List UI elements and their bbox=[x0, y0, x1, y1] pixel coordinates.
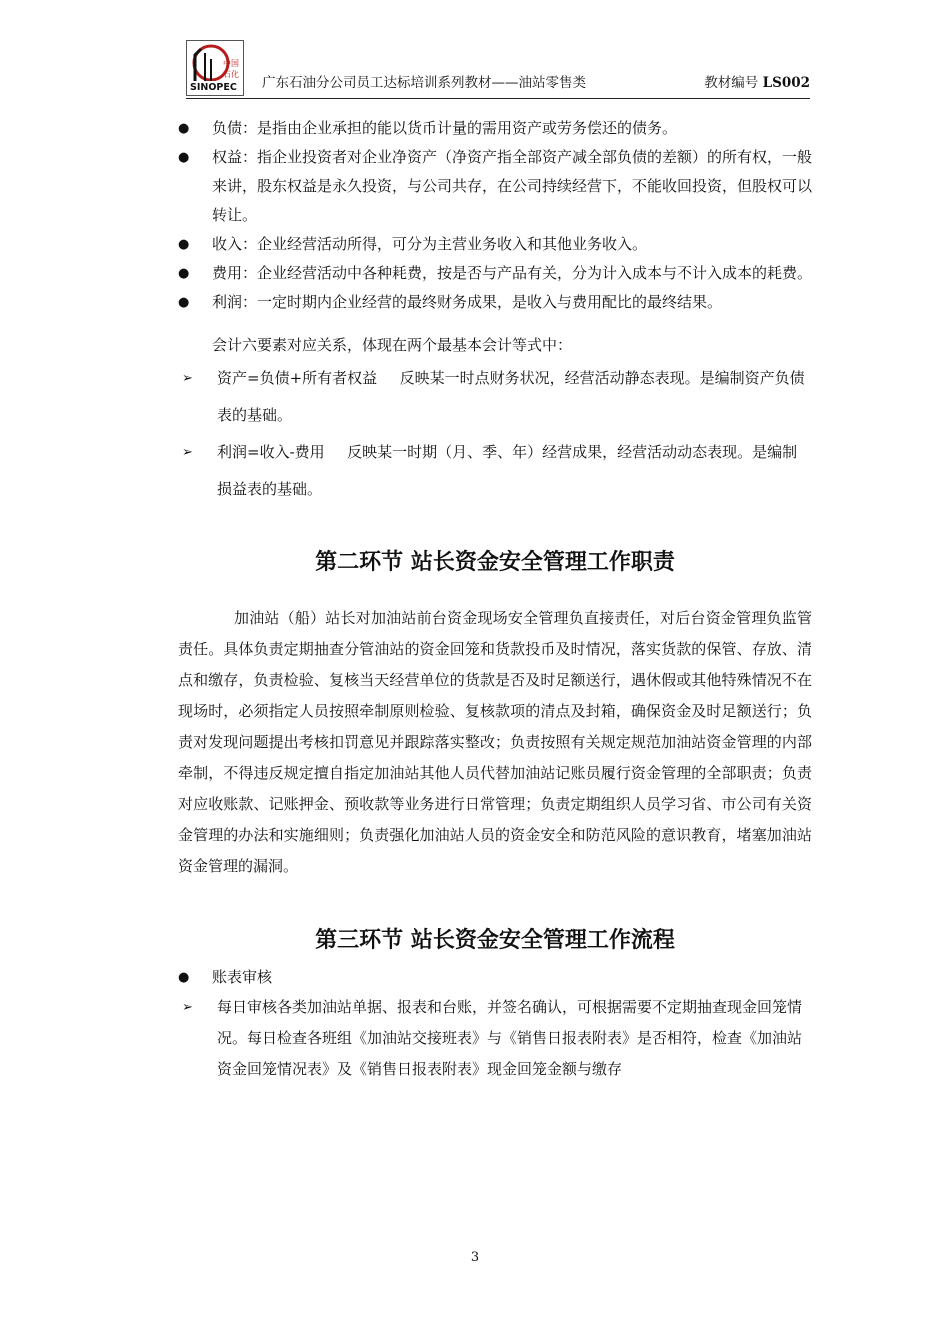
header-title: 广东石油分公司员工达标培训系列教材——油站零售类 bbox=[262, 75, 586, 91]
logo-chinese-text: 中国石化 bbox=[223, 59, 239, 79]
material-code-label: 教材编号 bbox=[704, 75, 759, 91]
procedure-text: 每日审核各类加油站单据、报表和台账，并签名确认，可根据需要不定期抽查现金回笼情况。每日检查各班组《加油站交接班表》与《销售日报表附表》是否相符，检查《加油站资金回笼情况表》及《销售日报表附表》现金回笼金额与缴存 bbox=[217, 998, 803, 1078]
bullet-dot-icon: ● bbox=[178, 237, 190, 252]
section-2-title: 第二环节 站长资金安全管理工作职责 bbox=[315, 550, 675, 575]
list-item bbox=[178, 259, 812, 288]
equation-formula: 利润=收入-费用 bbox=[217, 443, 325, 461]
equation-intro: 会计六要素对应关系，体现在两个最基本会计等式中： bbox=[212, 336, 573, 354]
list-item bbox=[178, 143, 812, 230]
list-item-text: 收入：企业经营活动所得，可分为主营业务收入和其他业务收入。 bbox=[212, 235, 648, 253]
procedure-item bbox=[178, 992, 812, 1085]
bullet-dot-icon: ● bbox=[178, 121, 190, 136]
spacer bbox=[178, 882, 812, 926]
bullet-dot-icon: ● bbox=[178, 295, 190, 310]
arrow-bullet-icon: ➢ bbox=[182, 1000, 193, 1015]
list-item bbox=[178, 114, 812, 143]
svg-text:SINOPEC: SINOPEC bbox=[190, 82, 237, 93]
page-content bbox=[178, 114, 812, 1085]
list-item-text: 负债：是指由企业承担的能以货币计量的需用资产或劳务偿还的债务。 bbox=[212, 119, 678, 137]
material-code bbox=[704, 71, 810, 91]
list-item bbox=[178, 963, 812, 992]
equation-item bbox=[178, 434, 812, 508]
list-item-text: 费用：企业经营活动中各种耗费，按是否与产品有关，分为计入成本与不计入成本的耗费。 bbox=[212, 264, 813, 282]
spacer bbox=[178, 317, 812, 331]
equation-item bbox=[178, 360, 812, 434]
bullet-dot-icon: ● bbox=[178, 150, 190, 165]
section-2-paragraph: 加油站（船）站长对加油站前台资金现场安全管理负直接责任，对后台资金管理负监管责任。具体负责定期抽查分管油站的资金回笼和货款投币及时情况，落实货款的保管、存放、清点和缴存，负责检验、复核当天经营单位的货款是否及时足额送行，遇休假或其他特殊情况不在现场时，必须指定人员按照牵制原则检验、复核款项的清点及封箱，确保资金及时足额送行；负责对发现问题提出考核扣罚意见并跟踪落实整改；负责按照有关规定规范加油站资金管理的内部牵制，不得违反规定擅自指定加油站其他人员代替加油站记账员履行资金管理的全部职责；负责对应收账款、记账押金、预收款等业务进行日常管理；负责定期组织人员学习省、市公司有关资金管理的办法和实施细则；负责强化加油站人员的资金安全和防范风险的意识教育，堵塞加油站资金管理的漏洞。 bbox=[178, 609, 812, 875]
page-header bbox=[186, 38, 810, 99]
bullet-dot-icon: ● bbox=[178, 266, 190, 281]
material-code-value: LS002 bbox=[762, 75, 810, 91]
spacer bbox=[178, 955, 812, 963]
sinopec-logo bbox=[186, 40, 244, 96]
bullet-dot-icon: ● bbox=[178, 970, 190, 985]
list-item-text: 权益：指企业投资者对企业净资产（净资产指全部资产减全部负债的差额）的所有权，一般来讲，股东权益是永久投资，与公司共存，在公司持续经营下，不能收回投资，但股权可以转让。 bbox=[212, 148, 813, 224]
list-item-text: 利润：一定时期内企业经营的最终财务成果，是收入与费用配比的最终结果。 bbox=[212, 293, 723, 311]
equation-formula: 资产=负债+所有者权益 bbox=[217, 369, 378, 387]
equation-description: 反映某一时期（月、季、年）经营成果，经营活动动态表现。是编制损益表的基础。 bbox=[217, 443, 798, 498]
spacer bbox=[178, 508, 812, 548]
spacer bbox=[178, 577, 812, 603]
equation-description: 反映某一时点财务状况，经营活动静态表现。是编制资产负债表的基础。 bbox=[217, 369, 805, 424]
arrow-bullet-icon: ➢ bbox=[182, 445, 193, 460]
list-item bbox=[178, 230, 812, 259]
page-number: 3 bbox=[470, 1250, 480, 1265]
list-item-text: 账表审核 bbox=[212, 968, 273, 986]
section-3-title: 第三环节 站长资金安全管理工作流程 bbox=[315, 928, 675, 953]
arrow-bullet-icon: ➢ bbox=[182, 371, 193, 386]
list-item bbox=[178, 288, 812, 317]
